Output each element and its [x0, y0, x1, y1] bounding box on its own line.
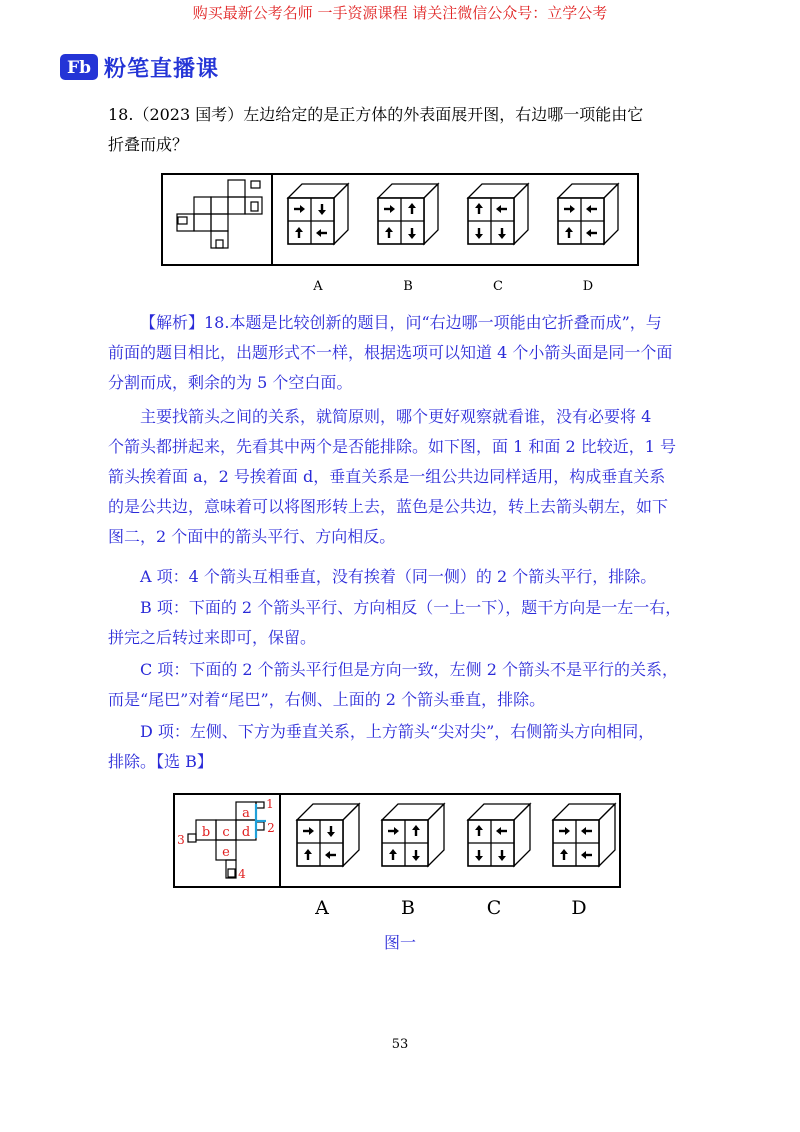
- page-number: 53: [391, 1037, 409, 1052]
- face-label: c: [222, 825, 230, 840]
- face-label: d: [241, 825, 251, 840]
- face-label: b: [201, 825, 211, 840]
- arrow-number: 4: [238, 867, 246, 881]
- arrow-number: 1: [266, 797, 274, 811]
- fenbi-logo: [60, 52, 219, 82]
- option-c-cube: [468, 804, 530, 866]
- option-label: D: [582, 279, 594, 294]
- analysis-line: 箭头挨着面 a，2 号挨着面 d，垂直关系是一组公共边同样适用，构成垂直关系: [108, 467, 666, 486]
- analysis-line: 【解析】18.本题是比较创新的题目，问“右边哪一项能由它折叠而成”，与: [140, 313, 662, 332]
- question-line: 18.（2023 国考）左边给定的是正方体的外表面展开图，右边哪一项能由它: [108, 105, 644, 124]
- analysis-paragraph-2: [108, 402, 698, 552]
- option-b-cube: [382, 804, 444, 866]
- option-label: D: [571, 897, 587, 919]
- option-a-cube: [297, 804, 359, 866]
- arrow-number: 3: [177, 833, 185, 847]
- face-label: e: [222, 845, 230, 860]
- fb-logo-icon: [60, 54, 98, 80]
- analysis-line: 前面的题目相比，出题形式不一样，根据选项可以知道 4 个小箭头面是同一个面: [108, 343, 673, 362]
- labeled-cube-net: [188, 802, 264, 878]
- analysis-line: 排除。【选 B】: [108, 752, 213, 771]
- option-label: B: [403, 279, 413, 294]
- option-d-cube: [553, 804, 615, 866]
- option-label: A: [315, 897, 329, 919]
- question-text: [108, 100, 698, 160]
- face-label: a: [242, 806, 250, 821]
- analysis-line: 拼完之后转过来即可，保留。: [108, 628, 317, 647]
- option-label: C: [486, 897, 502, 919]
- analysis-line: 图二，2 个面中的箭头平行、方向相反。: [108, 527, 396, 546]
- question-figure: [160, 172, 640, 297]
- analysis-line: C 项：下面的 2 个箭头平行但是方向一致，左侧 2 个箭头不是平行的关系，: [140, 660, 679, 679]
- option-label: B: [401, 897, 415, 919]
- analysis-line: 而是“尾巴”对着“尾巴”，右侧、上面的 2 个箭头垂直，排除。: [108, 690, 546, 709]
- option-label: A: [313, 279, 323, 294]
- svg-text:Fb: Fb: [67, 58, 91, 78]
- option-c-cube: [468, 184, 528, 244]
- analysis-line: 主要找箭头之间的关系，就简原则，哪个更好观察就看谁，没有必要将 4: [140, 407, 652, 426]
- analysis-line: D 项：左侧、下方为垂直关系，上方箭头“尖对尖”，右侧箭头方向相同，: [140, 722, 655, 741]
- analysis-option-d: [108, 717, 698, 777]
- cube-net: [177, 180, 262, 248]
- analysis-option-c: [108, 655, 698, 715]
- option-b-cube: [378, 184, 438, 244]
- option-a-cube: [288, 184, 348, 244]
- analysis-line: 个箭头都拼起来，先看其中两个是否能排除。如下图，面 1 和面 2 比较近，1 号: [108, 437, 676, 456]
- analysis-option-a: [108, 562, 698, 592]
- figure-caption: 图一: [383, 933, 416, 952]
- option-d-cube: [558, 184, 618, 244]
- option-label: C: [493, 279, 503, 294]
- top-banner: 购买最新公考名师 一手资源课程 请关注微信公众号：立学公考: [192, 4, 608, 22]
- analysis-line: 分割而成，剩余的为 5 个空白面。: [108, 373, 353, 392]
- arrow-number: 2: [267, 821, 275, 835]
- logo-text: 粉笔直播课: [104, 56, 220, 82]
- analysis-option-b: [108, 593, 698, 653]
- analysis-line: B 项：下面的 2 个箭头平行、方向相反（一上一下），题干方向是一左一右，: [140, 598, 682, 617]
- analysis-line: A 项：4 个箭头互相垂直，没有挨着（同一侧）的 2 个箭头平行，排除。: [140, 567, 657, 586]
- analysis-paragraph-1: [108, 308, 698, 398]
- analysis-line: 的是公共边，意味着可以将图形转上去，蓝色是公共边，转上去箭头朝左，如下: [108, 497, 669, 516]
- question-line: 折叠而成？: [108, 135, 189, 154]
- solution-figure: [172, 792, 624, 922]
